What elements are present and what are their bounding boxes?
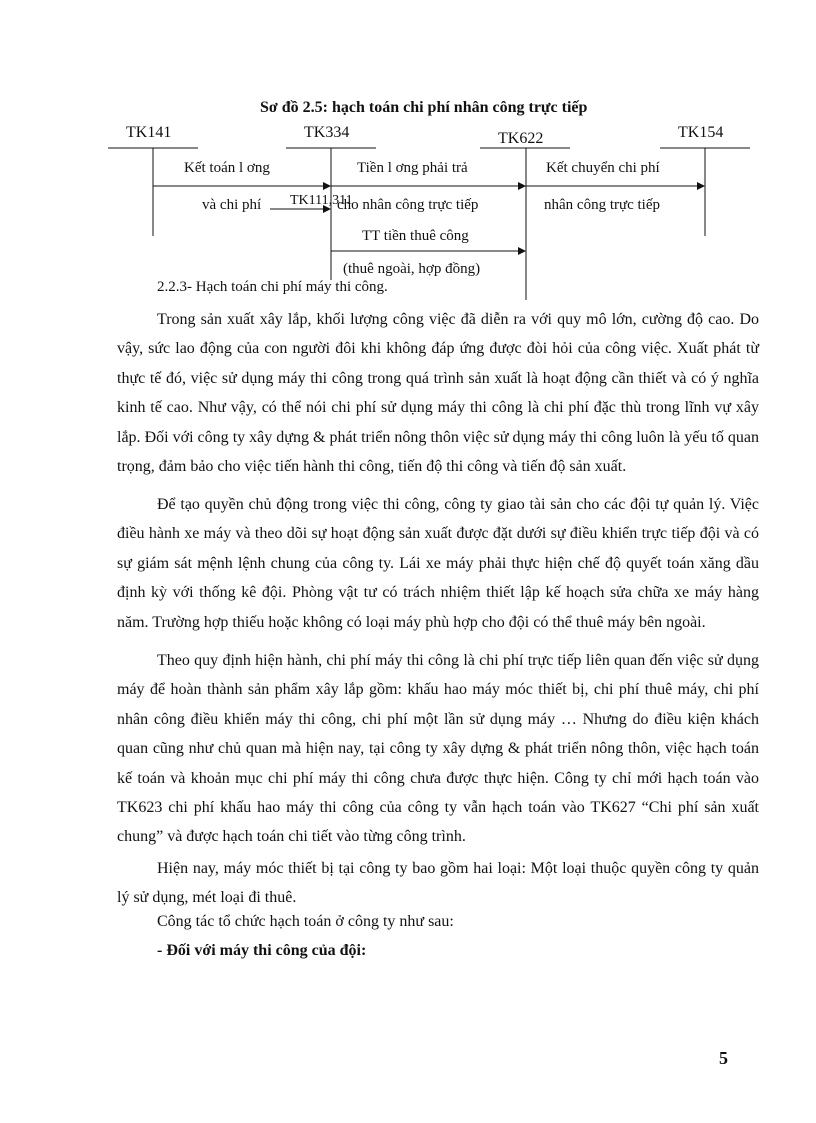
label-ket-toan-2: và chi phí bbox=[202, 197, 262, 213]
line-item-1: Công tác tổ chức hạch toán ở công ty như sau: bbox=[157, 913, 454, 930]
label-tt-thue-1: TT tiền thuê công bbox=[362, 228, 469, 244]
paragraph-3: Theo quy định hiện hành, chi phí máy thi công là chi phí trực tiếp liên quan đến việc sử dụng máy để hoàn thành sản phẩm xây lắp gồm: khấu hao máy móc thiết bị, chi phí thuê máy, chi phí nhân công điều khiển máy thi công, chi phí một lần sử dụng máy … Nhưng do điều kiện khách quan cũng như chủ quan mà hiện nay, tại công ty xây dựng & phát triển nông thôn, việc hạch toán kế toán và khoản mục chi phí máy thi công chưa được thực hiện. Công ty chỉ mới hạch toán vào TK623 chi phí khấu hao máy thi công của công ty vẫn hạch toán vào TK627 “Chi phí sản xuất chung” và được hạch toán chi tiết vào từng công trình. bbox=[117, 652, 759, 846]
page-number: 5 bbox=[719, 1048, 728, 1068]
label-ket-chuyen-1: Kết chuyển chi phí bbox=[546, 160, 660, 176]
label-ket-toan-1: Kết toán l ơng bbox=[184, 160, 270, 176]
accounting-diagram bbox=[0, 0, 816, 300]
label-tt-thue-2: (thuê ngoài, hợp đồng) bbox=[343, 261, 481, 277]
paragraph-2: Để tạo quyền chủ động trong việc thi công, công ty giao tài sản cho các đội tự quản lý. Việc điều hành xe máy và theo dõi sự hoạt động sản xuất được đặt dưới sự điều khiển trực tiếp đội và có sự giám sát mệnh lệnh chung của công ty. Lái xe máy phải thực hiện chế độ quyết toán xăng dầu định kỳ với thống kê đội. Phòng vật tư có trách nhiệm thiết lập kế hoạch sửa chữa xe máy hàng năm. Trường hợp thiếu hoặc không có loại máy phù hợp cho đội có thể thuê máy bên ngoài. bbox=[117, 496, 759, 631]
account-tk141: TK141 bbox=[126, 124, 172, 141]
label-ket-chuyen-2: nhân công trực tiếp bbox=[544, 197, 661, 213]
diagram-lines bbox=[0, 0, 816, 300]
account-tk622: TK622 bbox=[498, 130, 544, 147]
paragraph-4: Hiện nay, máy móc thiết bị tại công ty bao gồm hai loại: Một loại thuộc quyền công ty quản lý sử dụng, mét loại đi thuê. bbox=[117, 860, 759, 907]
label-tien-luong-1: Tiền l ơng phải trả bbox=[357, 160, 468, 176]
section-heading: 2.2.3- Hạch toán chi phí máy thi công. bbox=[157, 279, 388, 295]
account-tk334: TK334 bbox=[304, 124, 350, 141]
diagram-title: Sơ đồ 2.5: hạch toán chi phí nhân công trực tiếp bbox=[260, 99, 588, 116]
body-text bbox=[117, 305, 759, 481]
line-item-2: - Đối với máy thi công của đội: bbox=[157, 942, 367, 959]
account-tk154: TK154 bbox=[678, 124, 724, 141]
body-text-2 bbox=[117, 490, 759, 637]
body-text-3 bbox=[117, 646, 759, 852]
label-tien-luong-2: cho nhân công trực tiếp bbox=[337, 197, 479, 213]
body-text-4 bbox=[117, 854, 759, 913]
label-tk111-311: TK111,311 bbox=[290, 193, 353, 208]
paragraph-1: Trong sản xuất xây lắp, khối lượng công việc đã diễn ra với quy mô lớn, cường độ cao. Do vậy, sức lao động của con người đôi khi không đáp ứng được đòi hỏi của công việc. Xuất phát từ thực tế đó, việc sử dụng máy thi công trong quá trình sản xuất là hoạt động cần thiết và có ý nghĩa kinh tế cao. Như vậy, có thể nói chi phí sử dụng máy thi công là chi phí đặc thù trong lĩnh vự xây lắp. Đối với công ty xây dựng & phát triển nông thôn việc sử dụng máy thi công luôn là yếu tố quan trọng, đảm bảo cho việc tiến hành thi công, tiến độ thi công và tiến độ sản xuất. bbox=[117, 311, 759, 476]
